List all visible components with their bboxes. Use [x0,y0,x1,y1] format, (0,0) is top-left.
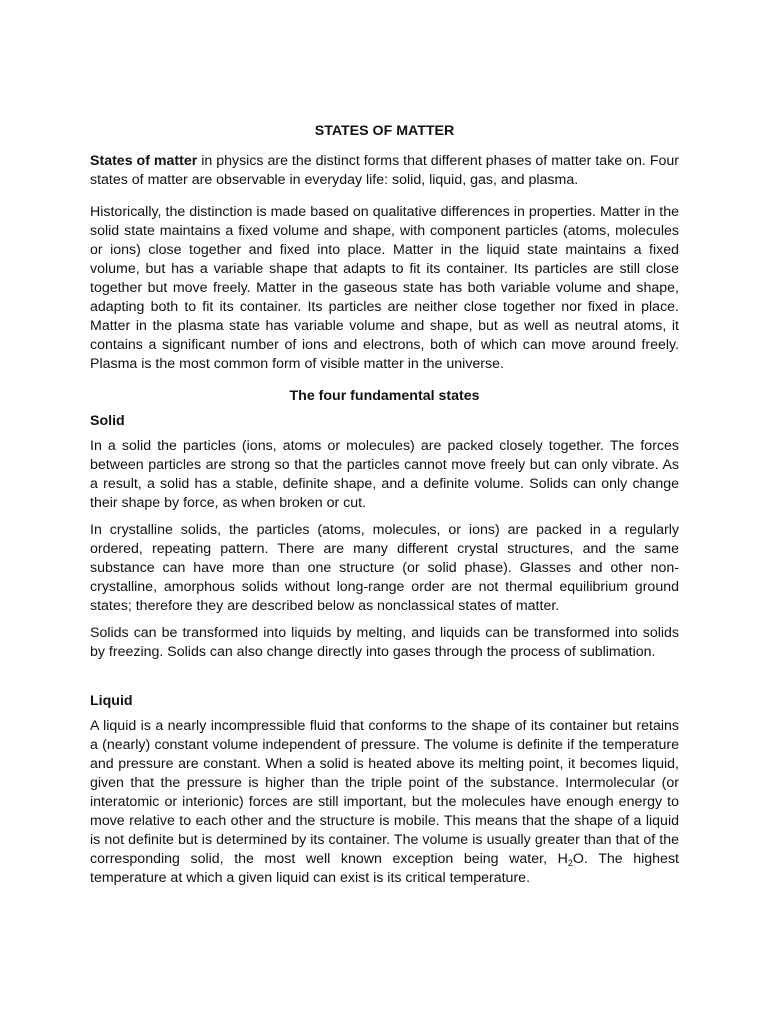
liquid-text-after-formula: O. The highest temperature at which a given liquid can exist is its critical temperature. [90,851,679,886]
intro-text: in physics are the distinct forms that different phases of matter take on. Four states of matter are observable in everyday life: solid, liquid, gas, and plasma. [90,153,679,188]
liquid-text-before-formula: A liquid is a nearly incompressible fluid that conforms to the shape of its container but retains a (nearly) constant volume independent of pressure. The volume is definite if the temperature and pressure are constant. When a solid is heated above its melting point, it becomes liquid, given that the pressure is higher than the triple point of the substance. Intermolecular (or interatomic or interionic) forces are still important, but the molecules have enough energy to move relative to each other and the structure is mobile. This means that the shape of a liquid is not definite but is determined by its container. The volume is usually greater than that of the corresponding solid, the most well known exception being water, H [90,718,679,867]
intro-lead-term: States of matter [90,153,198,169]
intro-paragraph [90,152,679,190]
formula-subscript: 2 [567,858,573,868]
liquid-paragraph-1 [90,717,679,888]
solid-heading: Solid [90,413,125,429]
fundamental-states-heading: The four fundamental states [289,388,480,404]
liquid-heading: Liquid [90,693,133,709]
document-title: STATES OF MATTER [314,123,455,139]
solid-paragraph-3: Solids can be transformed into liquids by melting, and liquids can be transformed into solids by freezing. Solids can also change directly into gases through the process of sublimation. [90,625,679,660]
history-paragraph: Historically, the distinction is made based on qualitative differences in properties. Matter in the solid state maintains a fixed volume and shape, with component particles (atoms, molecules or ions) close together and fixed into place. Matter in the liquid state maintains a fixed volume, but has a variable shape that adapts to fit its container. Its particles are still close together but move freely. Matter in the gaseous state has both variable volume and shape, adapting both to fit its container. Its particles are neither close together nor fixed in place. Matter in the plasma state has variable volume and shape, but as well as neutral atoms, it contains a significant number of ions and electrons, both of which can move around freely. Plasma is the most common form of visible matter in the universe. [90,204,679,372]
solid-paragraph-2: In crystalline solids, the particles (atoms, molecules, or ions) are packed in a regularly ordered, repeating pattern. There are many different crystal structures, and the same substance can have more than one structure (or solid phase). Glasses and other non-crystalline, amorphous solids without long-range order are not thermal equilibrium ground states; therefore they are described below as nonclassical states of matter. [90,522,679,614]
solid-paragraph-1: In a solid the particles (ions, atoms or molecules) are packed closely together. The forces between particles are strong so that the particles cannot move freely but can only vibrate. As a result, a solid has a stable, definite shape, and a definite volume. Solids can only change their shape by force, as when broken or cut. [90,438,679,511]
